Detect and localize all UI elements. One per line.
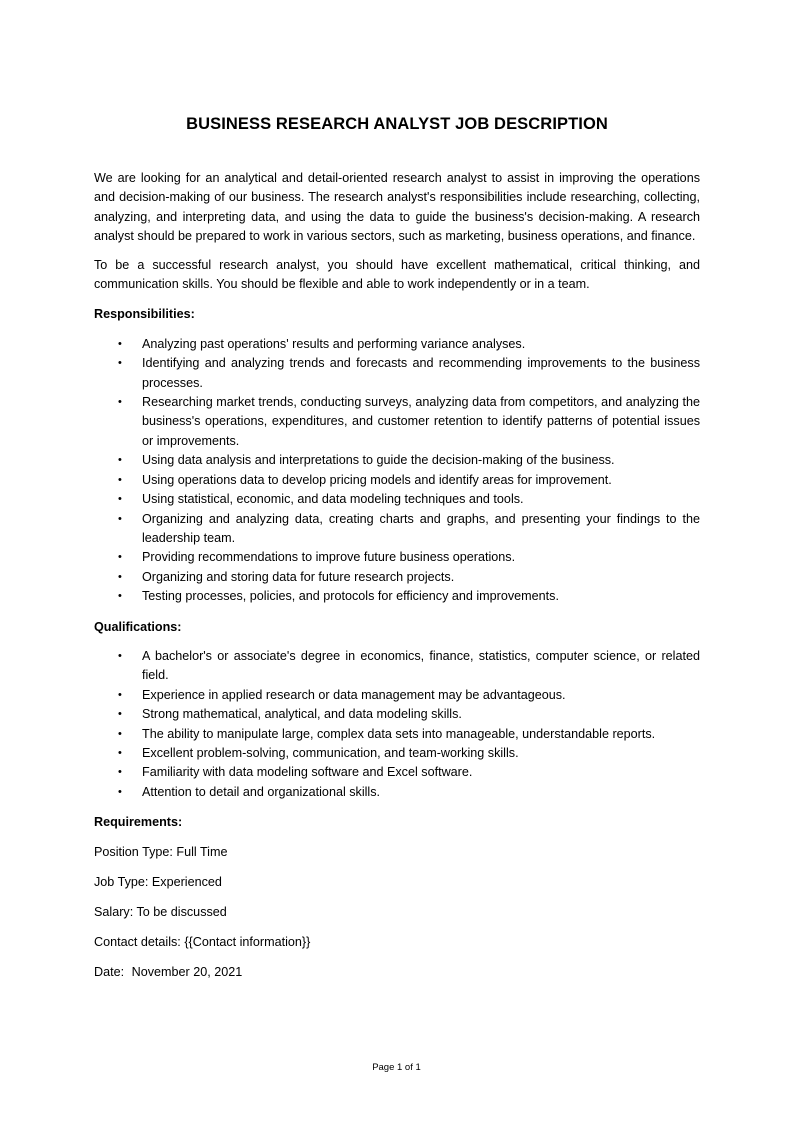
qualification-text: Excellent problem-solving, communication, and team-working skills.: [142, 745, 519, 760]
page-footer: Page 1 of 1: [372, 1062, 421, 1073]
qualifications-heading: Qualifications:: [94, 619, 182, 634]
bullet-icon: •: [118, 337, 122, 350]
responsibility-item: [94, 354, 700, 393]
bullet-icon: •: [118, 727, 122, 740]
responsibility-text: Providing recommendations to improve future business operations.: [142, 550, 516, 565]
bullet-icon: •: [118, 493, 122, 506]
qualification-text: Familiarity with data modeling software and Excel software.: [142, 765, 473, 780]
bullet-icon: •: [118, 357, 122, 370]
requirements-heading: Requirements:: [94, 815, 183, 830]
qualification-text: Experience in applied research or data management may be advantageous.: [142, 687, 566, 702]
bullet-icon: •: [118, 551, 122, 564]
bullet-icon: •: [118, 570, 122, 583]
bullet-icon: •: [118, 649, 122, 662]
responsibility-item: [94, 393, 700, 451]
qualification-item: [94, 783, 700, 802]
bullet-icon: •: [118, 708, 122, 721]
document-title: BUSINESS RESEARCH ANALYST JOB DESCRIPTION: [186, 115, 608, 133]
bullet-icon: •: [118, 512, 122, 525]
responsibility-text: Using operations data to develop pricing models and identify areas for improvement.: [142, 472, 612, 487]
date-value: November 20, 2021: [131, 964, 243, 979]
responsibility-item: [94, 548, 700, 567]
qualification-text: A bachelor's or associate's degree in economics, finance, statistics, computer science, or related field.: [142, 648, 700, 683]
responsibility-text: Using statistical, economic, and data modeling techniques and tools.: [142, 492, 524, 507]
job-type-line: [94, 873, 700, 892]
job-type-value: Experienced: [151, 874, 222, 889]
responsibility-item: [94, 335, 700, 354]
responsibility-item: [94, 568, 700, 587]
bullet-icon: •: [118, 746, 122, 759]
responsibility-item: [94, 587, 700, 606]
salary-line: [94, 903, 700, 922]
responsibility-item: [94, 490, 700, 509]
bullet-icon: •: [118, 473, 122, 486]
bullet-icon: •: [118, 688, 122, 701]
date-label: Date:: [94, 964, 125, 979]
contact-value: {{Contact information}}: [184, 934, 311, 949]
responsibilities-list: [94, 335, 700, 607]
salary-label: Salary:: [94, 904, 134, 919]
qualification-item: [94, 744, 700, 763]
responsibility-text: Analyzing past operations' results and performing variance analyses.: [142, 336, 526, 351]
responsibility-item: [94, 510, 700, 549]
qualifications-list: [94, 647, 700, 802]
bullet-icon: •: [118, 766, 122, 779]
bullet-icon: •: [118, 454, 122, 467]
responsibility-text: Identifying and analyzing trends and forecasts and recommending improvements to the business processes.: [142, 356, 700, 390]
qualification-text: Attention to detail and organizational skills.: [142, 784, 381, 799]
qualification-item: [94, 647, 700, 686]
responsibility-text: Organizing and analyzing data, creating charts and graphs, and presenting your findings to the leadership team.: [142, 511, 700, 545]
position-type-label: Position Type:: [94, 844, 173, 859]
qualification-text: The ability to manipulate large, complex data sets into manageable, understandable reports.: [142, 726, 656, 741]
qualification-text: Strong mathematical, analytical, and data modeling skills.: [142, 707, 462, 722]
intro-paragraph-1: We are looking for an analytical and detail-oriented research analyst to assist in improving the operations and decision-making of our business. The research analyst's responsibilities include researching, collecting, analyzing, and interpreting data, and using the data to guide the business's decision-making. A research analyst should be prepared to work in various sectors, such as marketing, business operations, and finance.: [94, 171, 700, 244]
responsibility-item: [94, 471, 700, 490]
position-type-value: Full Time: [176, 844, 228, 859]
bullet-icon: •: [118, 785, 122, 798]
responsibility-text: Researching market trends, conducting surveys, analyzing data from competitors, and analyzing the business's operations, expenditures, and customer retention to identify patterns of potential issues or improvements.: [142, 395, 700, 448]
responsibility-text: Using data analysis and interpretations to guide the decision-making of the business.: [142, 453, 615, 468]
responsibilities-heading: Responsibilities:: [94, 307, 195, 322]
contact-label: Contact details:: [94, 934, 181, 949]
contact-line: [94, 933, 700, 952]
qualification-item: [94, 725, 700, 744]
salary-value: To be discussed: [136, 904, 227, 919]
intro-paragraph-2: To be a successful research analyst, you should have excellent mathematical, critical thinking, and communication skills. You should be flexible and able to work independently or in a team.: [94, 257, 700, 292]
job-type-label: Job Type:: [94, 874, 149, 889]
responsibility-item: [94, 451, 700, 470]
position-type-line: [94, 843, 700, 862]
bullet-icon: •: [118, 396, 122, 409]
bullet-icon: •: [118, 590, 122, 603]
qualification-item: [94, 705, 700, 724]
document-content: [94, 112, 700, 993]
qualification-item: [94, 763, 700, 782]
qualification-item: [94, 686, 700, 705]
responsibility-text: Testing processes, policies, and protocols for efficiency and improvements.: [142, 589, 559, 604]
date-line: [94, 963, 700, 982]
responsibility-text: Organizing and storing data for future research projects.: [142, 569, 455, 584]
